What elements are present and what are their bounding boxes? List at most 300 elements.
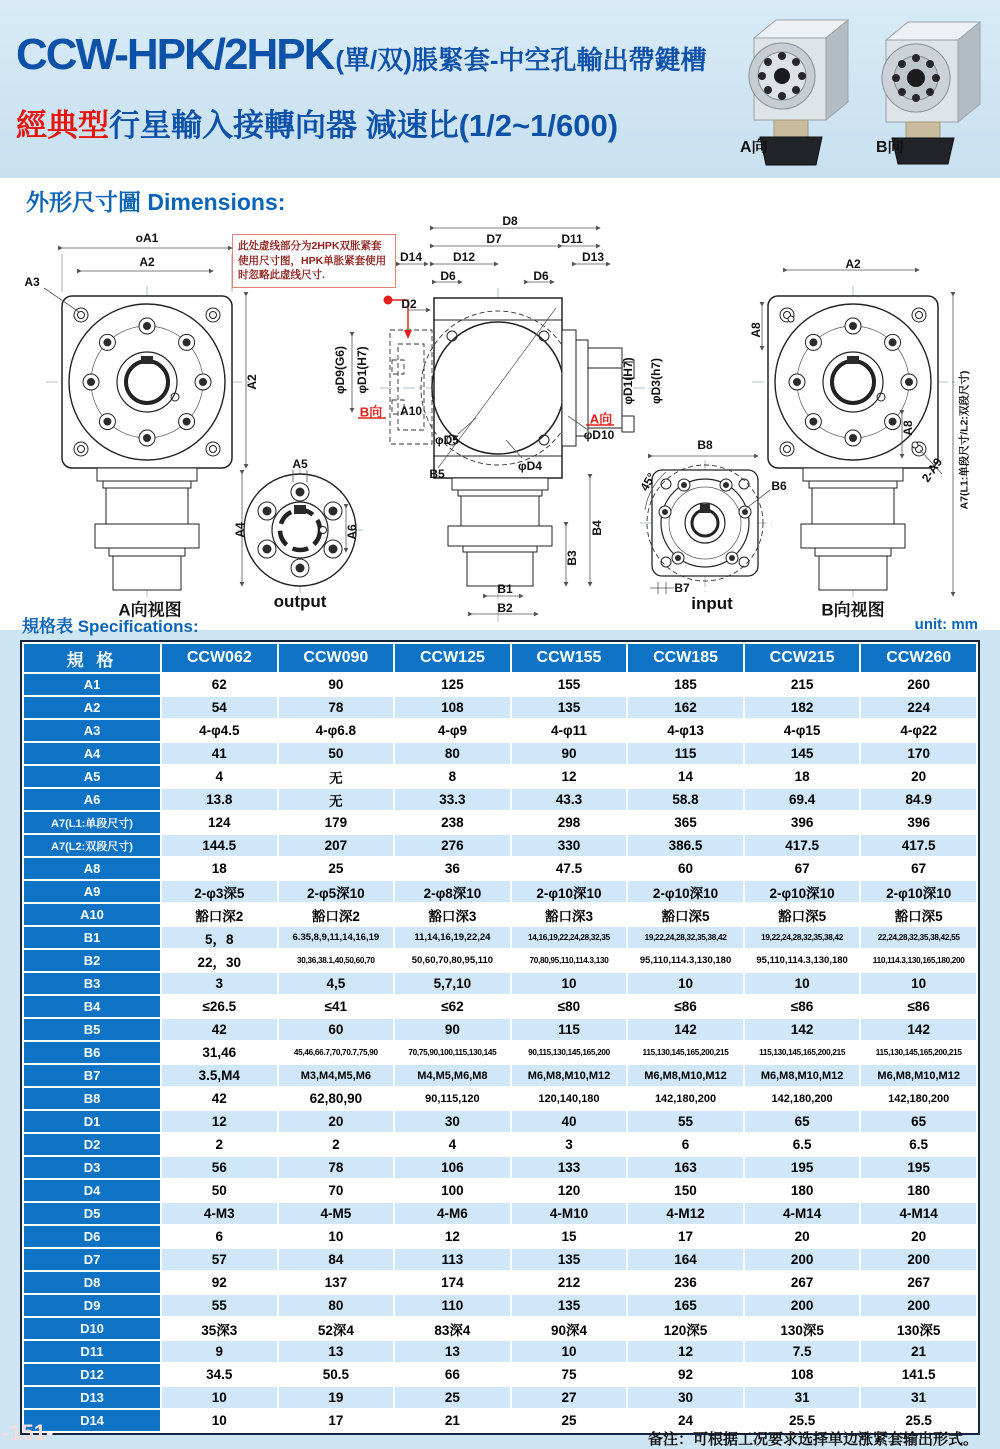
page-header <box>0 0 1000 178</box>
row-label: D8 <box>24 1272 160 1293</box>
spec-cell: 298 <box>512 812 627 833</box>
spec-cell: 12 <box>512 766 627 787</box>
spec-cell: 386.5 <box>628 835 743 856</box>
spec-cell: 13 <box>395 1341 510 1362</box>
spec-cell: 4-φ4.5 <box>162 720 277 741</box>
table-row <box>24 904 976 925</box>
dim-label: φD10 <box>583 428 615 442</box>
spec-cell: 4,5 <box>279 973 394 994</box>
spec-cell: 2 <box>162 1134 277 1155</box>
dim-label: A6 <box>345 524 359 540</box>
spec-cell: 396 <box>861 812 976 833</box>
spec-cell: 135 <box>512 1249 627 1270</box>
spec-cell: 8 <box>395 766 510 787</box>
table-row <box>24 1272 976 1293</box>
column-header: CCW185 <box>628 644 743 672</box>
drawing-note: 此处虚线部分为2HPK双胀紧套使用尺寸图，HPK单胀紧套使用时忽略此虚线尺寸. <box>232 234 396 288</box>
column-header: CCW062 <box>162 644 277 672</box>
row-label: A4 <box>24 743 160 764</box>
spec-cell: 18 <box>745 766 860 787</box>
row-label: D11 <box>24 1341 160 1362</box>
spec-cell: 31 <box>861 1387 976 1408</box>
spec-cell: 47.5 <box>512 858 627 879</box>
spec-cell: 10 <box>628 973 743 994</box>
spec-cell: 90 <box>279 674 394 695</box>
row-label: D13 <box>24 1387 160 1408</box>
row-label: A7(L2:双段尺寸) <box>24 835 160 856</box>
spec-table-wrapper <box>20 640 980 1435</box>
spec-cell: 12 <box>395 1226 510 1247</box>
spec-cell: 125 <box>395 674 510 695</box>
row-label: D7 <box>24 1249 160 1270</box>
dim-label: φD5 <box>435 433 459 447</box>
dim-label: oA1 <box>135 231 159 245</box>
dim-label: A7(L1:单段尺寸/L2:双段尺寸) <box>958 370 971 510</box>
spec-cell: 163 <box>628 1157 743 1178</box>
table-row <box>24 1157 976 1178</box>
spec-caption: 規格表 Specifications: <box>22 617 199 636</box>
title-line-1 <box>16 30 707 80</box>
spec-cell: 207 <box>279 835 394 856</box>
spec-header-row <box>24 644 976 672</box>
dim-label: B1 <box>497 582 513 596</box>
spec-cell: 182 <box>745 697 860 718</box>
spec-cell: 43.3 <box>512 789 627 810</box>
row-label: A2 <box>24 697 160 718</box>
spec-cell: 2-φ5深10 <box>279 881 394 902</box>
column-header: CCW155 <box>512 644 627 672</box>
spec-cell: 4-M5 <box>279 1203 394 1224</box>
spec-cell: 6 <box>162 1226 277 1247</box>
table-row <box>24 743 976 764</box>
footer-note: 备注：可根据工况要求选择单边涨紧套输出形式。 <box>647 1431 978 1448</box>
table-row <box>24 835 976 856</box>
table-row <box>24 697 976 718</box>
row-label: D2 <box>24 1134 160 1155</box>
spec-cell: 124 <box>162 812 277 833</box>
spec-cell: 120 <box>512 1180 627 1201</box>
spec-cell: 41 <box>162 743 277 764</box>
spec-cell: 25 <box>512 1410 627 1431</box>
row-label: A3 <box>24 720 160 741</box>
spec-cell: ≤26.5 <box>162 996 277 1017</box>
row-label: D10 <box>24 1318 160 1339</box>
spec-cell: 34.5 <box>162 1364 277 1385</box>
subtitle-blue: 行星輸入接轉向器 減速比(1/2~1/600) <box>109 108 619 143</box>
spec-cell: 25 <box>279 858 394 879</box>
spec-cell: 142,180,200 <box>745 1088 860 1109</box>
spec-cell: 10 <box>861 973 976 994</box>
spec-cell: 31 <box>745 1387 860 1408</box>
dim-label: A2 <box>845 257 861 271</box>
spec-cell: 67 <box>861 858 976 879</box>
spec-cell: 4 <box>162 766 277 787</box>
table-row <box>24 720 976 741</box>
dim-label: D6 <box>440 269 456 283</box>
table-row <box>24 1180 976 1201</box>
spec-cell: 3.5,M4 <box>162 1065 277 1086</box>
dim-label: B向 <box>359 404 383 420</box>
dim-label: B6 <box>771 479 787 493</box>
page-number-watermark: -151- <box>2 1420 54 1445</box>
spec-cell: 5，8 <box>162 927 277 948</box>
spec-cell: 10 <box>745 973 860 994</box>
spec-cell: 65 <box>745 1111 860 1132</box>
spec-cell: 豁口深2 <box>279 904 394 925</box>
dim-label: 2-A9 <box>918 455 946 485</box>
dim-label: φD1(H7) <box>355 346 369 394</box>
spec-cell: 3 <box>162 973 277 994</box>
row-label: A1 <box>24 674 160 695</box>
spec-cell: 267 <box>861 1272 976 1293</box>
spec-cell: 108 <box>745 1364 860 1385</box>
spec-cell: 90 <box>395 1019 510 1040</box>
spec-cell: 142 <box>628 1019 743 1040</box>
spec-cell: 195 <box>745 1157 860 1178</box>
spec-cell: 174 <box>395 1272 510 1293</box>
spec-cell: 70,75,90,100,115,130,145 <box>395 1042 510 1063</box>
spec-cell: 110 <box>395 1295 510 1316</box>
spec-cell: 90 <box>512 743 627 764</box>
spec-cell: 144.5 <box>162 835 277 856</box>
row-label: A10 <box>24 904 160 925</box>
dim-label: D11 <box>561 232 583 246</box>
dim-label: D13 <box>581 250 605 264</box>
spec-cell: 2-φ3深5 <box>162 881 277 902</box>
subtitle-red: 經典型 <box>16 108 109 143</box>
spec-cell: 19 <box>279 1387 394 1408</box>
spec-cell: 238 <box>395 812 510 833</box>
spec-cell: 267 <box>745 1272 860 1293</box>
spec-cell: 15 <box>512 1226 627 1247</box>
spec-cell: 5,7,10 <box>395 973 510 994</box>
spec-cell: 13.8 <box>162 789 277 810</box>
spec-cell: M6,M8,M10,M12 <box>512 1065 627 1086</box>
dim-label: A2 <box>245 374 259 390</box>
spec-cell: 无 <box>279 789 394 810</box>
spec-cell: 19,22,24,28,32,35,38,42 <box>745 927 860 948</box>
spec-cell: 70,80,95,110,114.3,130 <box>512 950 627 971</box>
spec-cell: 78 <box>279 1157 394 1178</box>
spec-cell: ≤86 <box>861 996 976 1017</box>
dim-label: 45° <box>637 470 659 494</box>
spec-cell: 40 <box>512 1111 627 1132</box>
spec-cell: 236 <box>628 1272 743 1293</box>
spec-cell: 52深4 <box>279 1318 394 1339</box>
dim-label: D14 <box>399 250 423 264</box>
spec-cell: 120深5 <box>628 1318 743 1339</box>
dim-label: A向视图 <box>118 600 182 620</box>
spec-cell: 164 <box>628 1249 743 1270</box>
dim-label: B4 <box>590 520 604 536</box>
spec-cell: 4-φ15 <box>745 720 860 741</box>
spec-cell: 180 <box>745 1180 860 1201</box>
spec-cell: 200 <box>861 1249 976 1270</box>
spec-cell: 21 <box>861 1341 976 1362</box>
dim-label: φD3(h7) <box>649 358 663 404</box>
spec-cell: 115,130,145,165,200,215 <box>745 1042 860 1063</box>
spec-cell: 100 <box>395 1180 510 1201</box>
dim-label: D7 <box>486 232 502 246</box>
spec-cell: 396 <box>745 812 860 833</box>
spec-cell: 42 <box>162 1088 277 1109</box>
spec-cell: 142,180,200 <box>628 1088 743 1109</box>
photo-label-b: B向 <box>876 139 904 156</box>
spec-cell: 84 <box>279 1249 394 1270</box>
row-label: D12 <box>24 1364 160 1385</box>
spec-cell: 6.5 <box>745 1134 860 1155</box>
row-label: A6 <box>24 789 160 810</box>
spec-cell: 6.5 <box>861 1134 976 1155</box>
spec-cell: 108 <box>395 697 510 718</box>
spec-cell: 92 <box>628 1364 743 1385</box>
spec-cell: 7.5 <box>745 1341 860 1362</box>
spec-cell: 25.5 <box>861 1410 976 1431</box>
spec-cell: 130深5 <box>861 1318 976 1339</box>
spec-cell: 60 <box>279 1019 394 1040</box>
table-row <box>24 996 976 1017</box>
spec-cell: 110,114.3,130,165,180,200 <box>861 950 976 971</box>
spec-cell: 豁口深5 <box>745 904 860 925</box>
spec-cell: 35深3 <box>162 1318 277 1339</box>
row-label: B3 <box>24 973 160 994</box>
row-label: D5 <box>24 1203 160 1224</box>
spec-cell: 276 <box>395 835 510 856</box>
dim-label: D12 <box>452 250 476 264</box>
spec-cell: 2-φ10深10 <box>512 881 627 902</box>
spec-cell: 豁口深3 <box>512 904 627 925</box>
table-row <box>24 789 976 810</box>
dim-label: B2 <box>497 601 513 615</box>
spec-cell: 3 <box>512 1134 627 1155</box>
spec-cell: 90,115,120 <box>395 1088 510 1109</box>
table-row <box>24 1318 976 1339</box>
spec-cell: 豁口深3 <box>395 904 510 925</box>
spec-cell: 113 <box>395 1249 510 1270</box>
spec-cell: 58.8 <box>628 789 743 810</box>
spec-cell: 60 <box>628 858 743 879</box>
spec-cell: 200 <box>745 1295 860 1316</box>
table-row <box>24 1111 976 1132</box>
spec-cell: 155 <box>512 674 627 695</box>
spec-cell: 2-φ10深10 <box>628 881 743 902</box>
spec-cell: ≤86 <box>745 996 860 1017</box>
spec-cell: M3,M4,M5,M6 <box>279 1065 394 1086</box>
spec-cell: 50 <box>162 1180 277 1201</box>
dim-label: B3 <box>565 550 579 566</box>
spec-cell: 106 <box>395 1157 510 1178</box>
spec-cell: 120,140,180 <box>512 1088 627 1109</box>
spec-cell: 20 <box>861 1226 976 1247</box>
spec-cell: 10 <box>162 1410 277 1431</box>
spec-table-body <box>24 674 976 1431</box>
table-row <box>24 1134 976 1155</box>
spec-cell: 50,60,70,80,95,110 <box>395 950 510 971</box>
spec-cell: 200 <box>745 1249 860 1270</box>
spec-cell: 80 <box>279 1295 394 1316</box>
spec-cell: 豁口深5 <box>861 904 976 925</box>
spec-cell: 66 <box>395 1364 510 1385</box>
spec-cell: 260 <box>861 674 976 695</box>
spec-cell: 195 <box>861 1157 976 1178</box>
table-row <box>24 1387 976 1408</box>
spec-cell: M4,M5,M6,M8 <box>395 1065 510 1086</box>
spec-cell: 4-M6 <box>395 1203 510 1224</box>
spec-cell: 57 <box>162 1249 277 1270</box>
row-label: A7(L1:单段尺寸) <box>24 812 160 833</box>
spec-cell: 10 <box>512 973 627 994</box>
table-row <box>24 812 976 833</box>
dim-label: A3 <box>24 275 40 289</box>
dim-label: B7 <box>674 581 690 595</box>
spec-cell: 4-M14 <box>745 1203 860 1224</box>
spec-cell: 150 <box>628 1180 743 1201</box>
spec-cell: 2 <box>279 1134 394 1155</box>
spec-cell: ≤62 <box>395 996 510 1017</box>
spec-cell: 4-φ22 <box>861 720 976 741</box>
row-label: B2 <box>24 950 160 971</box>
row-label: D1 <box>24 1111 160 1132</box>
spec-cell: 162 <box>628 697 743 718</box>
spec-cell: M6,M8,M10,M12 <box>745 1065 860 1086</box>
spec-cell: 42 <box>162 1019 277 1040</box>
spec-cell: 417.5 <box>861 835 976 856</box>
spec-cell: 12 <box>628 1341 743 1362</box>
spec-cell: 30 <box>628 1387 743 1408</box>
spec-cell: 90深4 <box>512 1318 627 1339</box>
row-label: D9 <box>24 1295 160 1316</box>
spec-cell: 165 <box>628 1295 743 1316</box>
spec-cell: 70 <box>279 1180 394 1201</box>
table-row <box>24 927 976 948</box>
dim-label: D2 <box>401 297 417 311</box>
row-label: D6 <box>24 1226 160 1247</box>
spec-cell: 215 <box>745 674 860 695</box>
spec-cell: 212 <box>512 1272 627 1293</box>
spec-cell: 4-M12 <box>628 1203 743 1224</box>
spec-cell: 12 <box>162 1111 277 1132</box>
dim-label: D6 <box>533 269 549 283</box>
table-row <box>24 1249 976 1270</box>
spec-cell: 30,36,38.1,40,50,60,70 <box>279 950 394 971</box>
spec-cell: 170 <box>861 743 976 764</box>
title-line-2 <box>16 100 618 145</box>
row-label: B5 <box>24 1019 160 1040</box>
table-row <box>24 858 976 879</box>
spec-cell: 330 <box>512 835 627 856</box>
dim-label: B8 <box>697 438 713 452</box>
spec-cell: 56 <box>162 1157 277 1178</box>
row-label: B7 <box>24 1065 160 1086</box>
dim-label: A向 <box>589 411 613 427</box>
spec-cell: 21 <box>395 1410 510 1431</box>
dim-label: B5 <box>429 467 445 481</box>
spec-cell: 180 <box>861 1180 976 1201</box>
dim-label: B向视图 <box>821 600 885 620</box>
spec-cell: 4-φ13 <box>628 720 743 741</box>
spec-cell: 137 <box>279 1272 394 1293</box>
spec-cell: 67 <box>745 858 860 879</box>
column-header: CCW125 <box>395 644 510 672</box>
table-row <box>24 1065 976 1086</box>
spec-cell: ≤41 <box>279 996 394 1017</box>
dim-label: φD9(G6) <box>333 346 347 394</box>
dimensions-section <box>0 178 1000 630</box>
spec-cell: 14,16,19,22,24,28,32,35 <box>512 927 627 948</box>
table-row <box>24 1203 976 1224</box>
spec-cell: 20 <box>861 766 976 787</box>
dim-label: A8 <box>901 420 915 436</box>
spec-cell: 25.5 <box>745 1410 860 1431</box>
dimensions-title: 外形尺寸圖 Dimensions: <box>26 189 286 215</box>
spec-cell: 179 <box>279 812 394 833</box>
row-label: A9 <box>24 881 160 902</box>
dim-label: φD1(H7) <box>621 357 635 405</box>
spec-cell: 50.5 <box>279 1364 394 1385</box>
spec-cell: 22,24,28,32,35,38,42,55 <box>861 927 976 948</box>
spec-cell: 14 <box>628 766 743 787</box>
spec-cell: 4 <box>395 1134 510 1155</box>
spec-cell: 78 <box>279 697 394 718</box>
table-row <box>24 1088 976 1109</box>
spec-cell: ≤86 <box>628 996 743 1017</box>
spec-cell: 84.9 <box>861 789 976 810</box>
spec-cell: 10 <box>512 1341 627 1362</box>
unit-label: unit: mm <box>914 616 978 633</box>
row-label: D14 <box>24 1410 160 1431</box>
spec-cell: 2-φ10深10 <box>861 881 976 902</box>
spec-cell: 4-φ11 <box>512 720 627 741</box>
spec-cell: 95,110,114.3,130,180 <box>745 950 860 971</box>
row-label: A5 <box>24 766 160 787</box>
spec-cell: 豁口深5 <box>628 904 743 925</box>
row-label: A8 <box>24 858 160 879</box>
spec-cell: 11,14,16,19,22,24 <box>395 927 510 948</box>
spec-cell: 135 <box>512 697 627 718</box>
table-row <box>24 881 976 902</box>
spec-cell: 130深5 <box>745 1318 860 1339</box>
spec-cell: 417.5 <box>745 835 860 856</box>
spec-cell: 115,130,145,165,200,215 <box>861 1042 976 1063</box>
spec-cell: 83深4 <box>395 1318 510 1339</box>
table-row <box>24 973 976 994</box>
spec-cell: 33.3 <box>395 789 510 810</box>
spec-cell: 55 <box>628 1111 743 1132</box>
spec-cell: 6 <box>628 1134 743 1155</box>
spec-cell: 豁口深2 <box>162 904 277 925</box>
table-row <box>24 1019 976 1040</box>
dim-label: A8 <box>749 322 763 338</box>
spec-cell: 4-M14 <box>861 1203 976 1224</box>
spec-cell: 10 <box>279 1226 394 1247</box>
row-label: D3 <box>24 1157 160 1178</box>
product-model: CCW-HPK/2HPK <box>16 30 334 79</box>
column-header: CCW215 <box>745 644 860 672</box>
spec-cell: 4-φ6.8 <box>279 720 394 741</box>
table-row <box>24 766 976 787</box>
row-label: B8 <box>24 1088 160 1109</box>
spec-cell: 224 <box>861 697 976 718</box>
spec-cell: 30 <box>395 1111 510 1132</box>
table-row <box>24 1295 976 1316</box>
spec-cell: 17 <box>279 1410 394 1431</box>
spec-cell: 200 <box>861 1295 976 1316</box>
table-row <box>24 1042 976 1063</box>
spec-cell: 25 <box>395 1387 510 1408</box>
dim-label: A4 <box>233 522 247 538</box>
spec-cell: 142 <box>861 1019 976 1040</box>
dim-label: A5 <box>292 457 308 471</box>
